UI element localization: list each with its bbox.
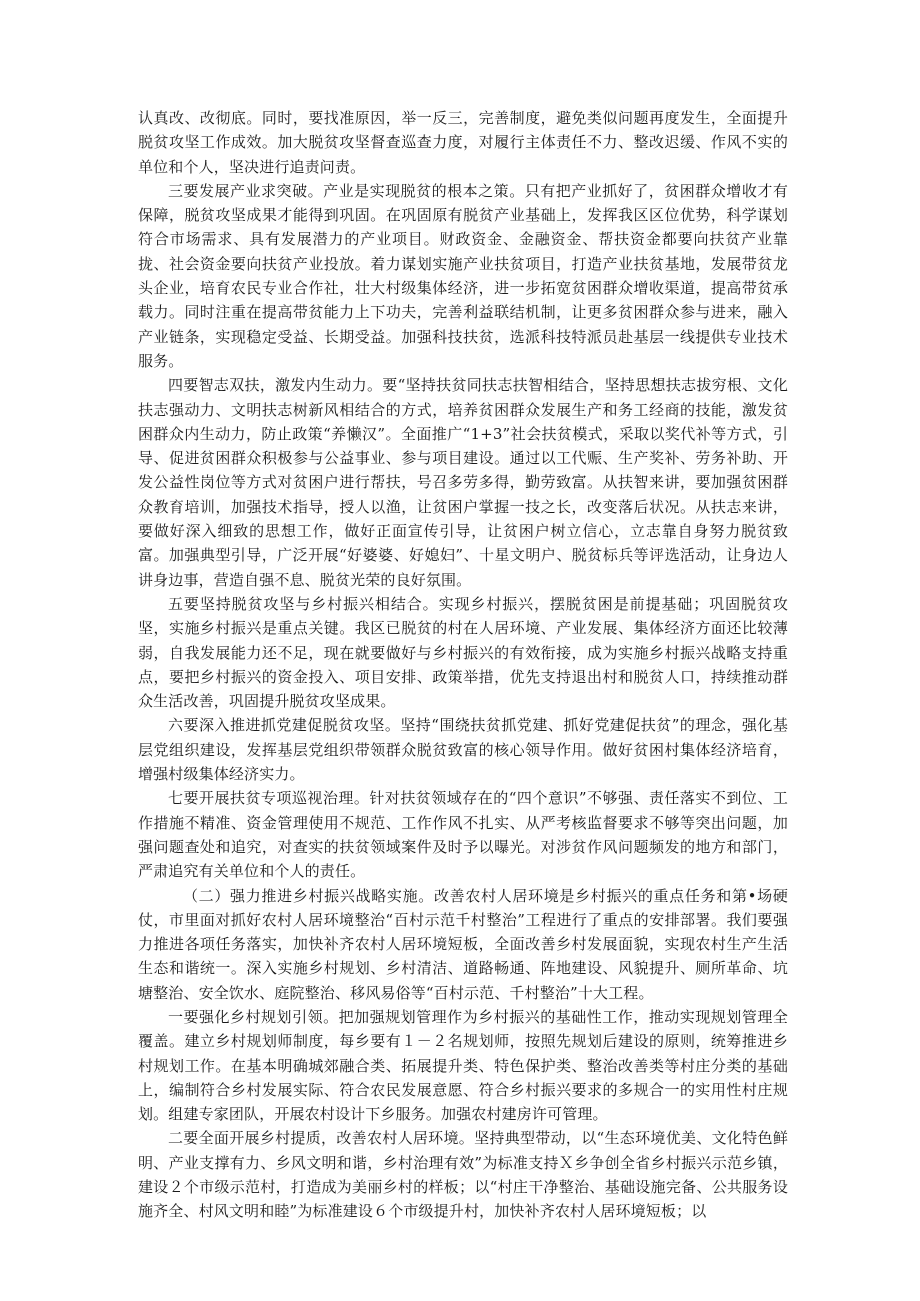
section-heading-paragraph: （二）强力推进乡村振兴战略实施。改善农村人居环境是乡村振兴的重点任务和第•场硬仗，市里面对抓好农村人居环境整治“百村示范千村整治”工程进行了重点的安排部署。我们要强力推进各项任务落实，加快补齐农村人居环境短板，全面改善乡村发展面貌，实现农村生产生活生态和谐统一。深入实施乡村规划、乡村清洁、道路畅通、阵地建设、风貌提升、厕所革命、坑塘整治、安全饮水、庭院整治、移风易俗等“百村示范、千村整治”十大工程。	[138, 886, 788, 1002]
paragraph: 认真改、改彻底。同时，要找准原因，举一反三，完善制度，避免类似问题再度发生，全面提升脱贫攻坚工作成效。加大脱贫攻坚督查巡查力度，对履行主体责任不力、整改迟缓、作风不实的单位和个人，坚决进行追责问责。	[138, 109, 788, 176]
paragraph: 六要深入推进抓党建促脱贫攻坚。坚持“围绕扶贫抓党建、抓好党建促扶贫”的理念，强化基层党组织建设，发挥基层党组织带领群众脱贫致富的核心领导作用。做好贫困村集体经济培育，增强村级集体经济实力。	[138, 716, 788, 784]
paragraph: 四要智志双扶，激发内生动力。要“坚持扶贫同扶志扶智相结合，坚持思想扶志拔穷根、文化扶志强动力、文明扶志树新风相结合的方式，培养贫困群众发展生产和务工经商的技能，激发贫困群众内生动力，防止政策“养懒汉”。全面推广“1+3”社会扶贫模式，采取以奖代补等方式，引导、促进贫困群众积极参与公益事业、参与项目建设。通过以工代赈、生产奖补、劳务补助、开发公益性岗位等方式对贫困户进行帮扶，号召多劳多得，勤劳致富。从扶智来讲，要加强贫困群众教育培训，加强技术指导，授人以渔，让贫困户掌握一技之长，改变落后状况。从扶志来讲，要做好深入细致的思想工作，做好正面宣传引导，让贫困户树立信心，立志靠自身努力脱贫致富。加强典型引导，广泛开展“好婆婆、好媳妇”、十星文明户、脱贫标兵等评选活动，让身边人讲身边事，营造自强不息、脱贫光荣的良好氛围。	[138, 376, 788, 589]
paragraph: 七要开展扶贫专项巡视治理。针对扶贫领域存在的“四个意识”不够强、责任落实不到位、工作措施不精准、资金管理使用不规范、工作作风不扎实、从严考核监督要求不够等突出问题，加强问题查处和追究，对查实的扶贫领域案件及时予以曝光。对涉贫作风问题频发的地方和部门，严肃追究有关单位和个人的责任。	[138, 789, 788, 881]
paragraph: 二要全面开展乡村提质，改善农村人居环境。坚持典型带动，以“生态环境优美、文化特色鲜明、产业支撑有力、乡风文明和谐，乡村治理有效”为标准支持Ｘ乡争创全省乡村振兴示范乡镇，建设２个市级示范村，打造成为美丽乡村的样板；以“村庄干净整治、基础设施完备、公共服务设施齐全、村风文明和睦”为标准建设６个市级提升村，加快补齐农村人居环境短板；以	[138, 1129, 788, 1221]
paragraph: 五要坚持脱贫攻坚与乡村振兴相结合。实现乡村振兴，摆脱贫困是前提基础；巩固脱贫攻坚，实施乡村振兴是重点关键。我区已脱贫的村在人居环境、产业发展、集体经济方面还比较薄弱，自我发展能力还不足，现在就要做好与乡村振兴的有效衔接，成为实施乡村振兴战略支持重点，要把乡村振兴的资金投入、项目安排、政策举措，优先支持退出村和脱贫人口，持续推动群众生活改善，巩固提升脱贫攻坚成果。	[138, 594, 788, 711]
paragraph: 三要发展产业求突破。产业是实现脱贫的根本之策。只有把产业抓好了，贫困群众增收才有保障，脱贫攻坚成果才能得到巩固。在巩固原有脱贫产业基础上，发挥我区区位优势，科学谋划符合市场需求、具有发展潜力的产业项目。财政资金、金融资金、帮扶资金都要向扶贫产业靠拢、社会资金要向扶贫产业投放。着力谋划实施产业扶贫项目，打造产业扶贫基地，发展带贫龙头企业，培育农民专业合作社，壮大村级集体经济，进一步拓宽贫困群众增收渠道，提高带贫承载力。同时注重在提高带贫能力上下功夫，完善利益联结机制，让更多贫困群众参与进来，融入产业链条，实现稳定受益、长期受益。加强科技扶贫，选派科技特派员赴基层一线提供专业技术服务。	[138, 181, 788, 370]
document-body	[138, 106, 788, 1224]
paragraph: 一要强化乡村规划引领。把加强规划管理作为乡村振兴的基础性工作，推动实现规划管理全覆盖。建立乡村规划师制度，每乡要有１－２名规划师，按照先规划后建设的原则，统筹推进乡村规划工作。在基本明确城郊融合类、拓展提升类、特色保护类、整治改善类等村庄分类的基础上，编制符合乡村发展实际、符合农民发展意愿、符合乡村振兴要求的多规合一的实用性村庄规划。组建专家团队，开展农村设计下乡服务。加强农村建房许可管理。	[138, 1007, 788, 1124]
